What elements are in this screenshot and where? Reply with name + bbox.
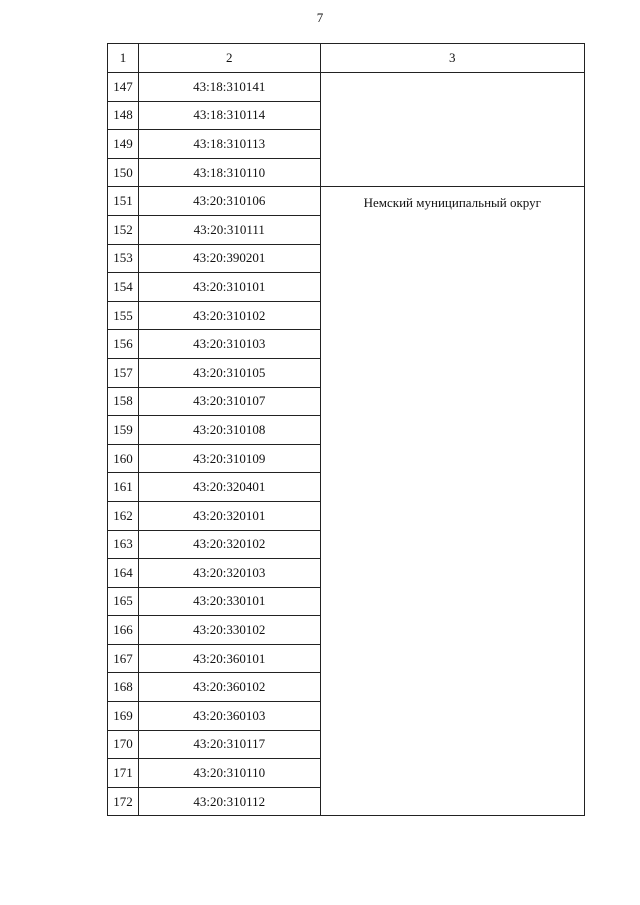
row-number-cell: 148 [108, 101, 139, 130]
cadastral-table [107, 43, 585, 816]
row-number-cell: 155 [108, 301, 139, 330]
row-number-cell: 149 [108, 130, 139, 159]
cadastral-quarter-cell: 43:20:310107 [138, 387, 320, 416]
row-number-cell: 156 [108, 330, 139, 359]
row-number-cell: 166 [108, 616, 139, 645]
row-number-cell: 168 [108, 673, 139, 702]
row-number-cell: 164 [108, 559, 139, 588]
table-header-row [108, 44, 585, 73]
cadastral-quarter-cell: 43:20:330102 [138, 616, 320, 645]
page-number: 7 [316, 10, 324, 25]
cadastral-quarter-cell: 43:20:310102 [138, 301, 320, 330]
row-number-cell: 153 [108, 244, 139, 273]
cadastral-quarter-cell: 43:20:310110 [138, 759, 320, 788]
cadastral-quarter-cell: 43:20:310109 [138, 444, 320, 473]
cadastral-quarter-cell: 43:20:310117 [138, 730, 320, 759]
row-number-cell: 151 [108, 187, 139, 216]
row-number-cell: 163 [108, 530, 139, 559]
cadastral-quarter-cell: 43:20:310101 [138, 273, 320, 302]
row-number-cell: 165 [108, 587, 139, 616]
cadastral-quarter-cell: 43:20:320101 [138, 501, 320, 530]
row-number-cell: 157 [108, 358, 139, 387]
row-number-cell: 161 [108, 473, 139, 502]
column-header-cadastral-quarter: 2 [138, 44, 320, 73]
cadastral-quarter-cell: 43:20:360103 [138, 702, 320, 731]
cadastral-quarter-cell: 43:20:320102 [138, 530, 320, 559]
column-header-municipality: 3 [320, 44, 584, 73]
cadastral-quarter-cell: 43:18:310141 [138, 73, 320, 102]
row-number-cell: 171 [108, 759, 139, 788]
table-row [108, 187, 585, 216]
cadastral-quarter-cell: 43:20:310103 [138, 330, 320, 359]
municipality-cell [320, 73, 584, 187]
row-number-cell: 159 [108, 416, 139, 445]
row-number-cell: 170 [108, 730, 139, 759]
cadastral-quarter-cell: 43:20:310108 [138, 416, 320, 445]
cadastral-quarter-cell: 43:20:390201 [138, 244, 320, 273]
cadastral-quarter-cell: 43:20:310111 [138, 215, 320, 244]
cadastral-quarter-cell: 43:18:310110 [138, 158, 320, 187]
row-number-cell: 160 [108, 444, 139, 473]
row-number-cell: 147 [108, 73, 139, 102]
row-number-cell: 152 [108, 215, 139, 244]
cadastral-quarter-cell: 43:20:320103 [138, 559, 320, 588]
row-number-cell: 169 [108, 702, 139, 731]
table-row [108, 73, 585, 102]
cadastral-quarter-cell: 43:20:310105 [138, 358, 320, 387]
cadastral-quarter-cell: 43:20:320401 [138, 473, 320, 502]
row-number-cell: 167 [108, 644, 139, 673]
cadastral-quarter-cell: 43:18:310114 [138, 101, 320, 130]
municipality-cell: Немский муниципальный округ [320, 187, 584, 816]
cadastral-quarter-cell: 43:20:310112 [138, 787, 320, 816]
cadastral-quarter-cell: 43:20:360102 [138, 673, 320, 702]
row-number-cell: 158 [108, 387, 139, 416]
cadastral-quarter-cell: 43:18:310113 [138, 130, 320, 159]
cadastral-quarter-cell: 43:20:330101 [138, 587, 320, 616]
column-header-number: 1 [108, 44, 139, 73]
row-number-cell: 154 [108, 273, 139, 302]
row-number-cell: 150 [108, 158, 139, 187]
row-number-cell: 162 [108, 501, 139, 530]
table-body [108, 73, 585, 816]
cadastral-quarter-cell: 43:20:310106 [138, 187, 320, 216]
row-number-cell: 172 [108, 787, 139, 816]
cadastral-quarter-cell: 43:20:360101 [138, 644, 320, 673]
